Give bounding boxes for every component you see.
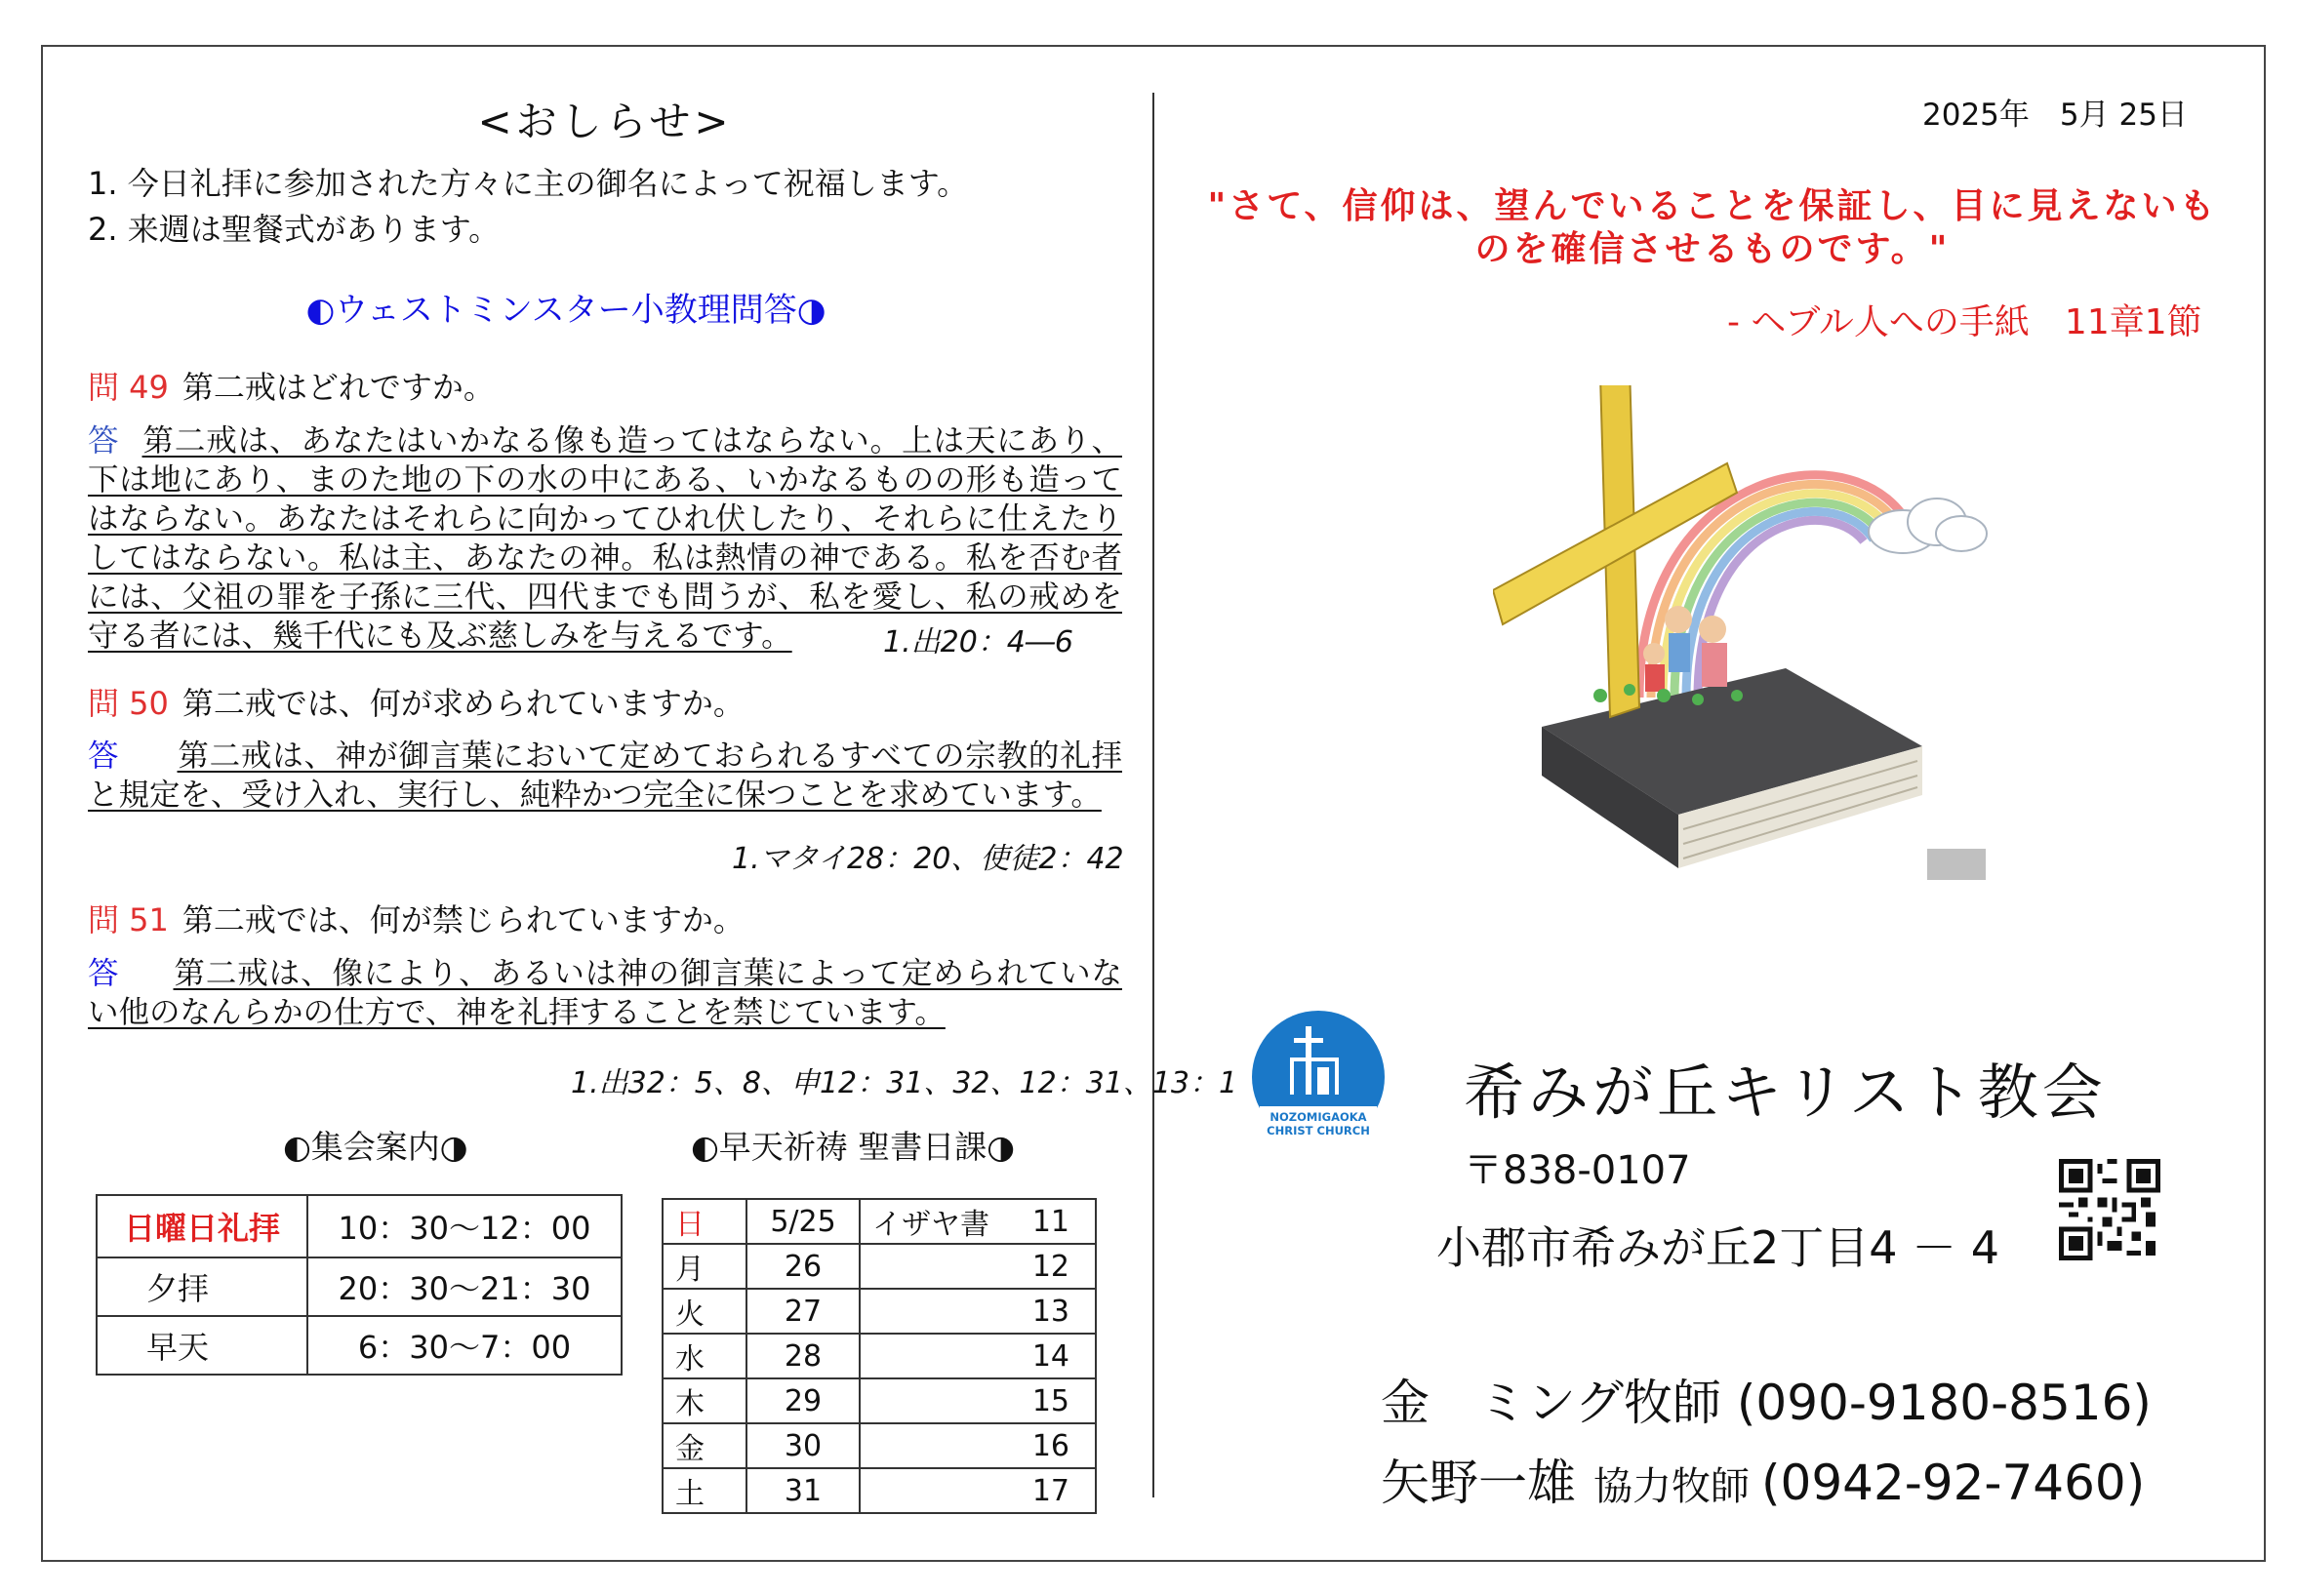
bible-reading-day: 土 <box>663 1468 746 1513</box>
answer-text: 第二戒は、像により、あるいは神の御言葉によって定められていない他のなんらかの仕方で、神を礼拝することを禁じています。 <box>88 956 1122 1030</box>
table-row <box>97 1316 622 1375</box>
bible-reading-title: ◐早天祈祷 聖書日課◑ <box>691 1128 1016 1166</box>
church-address: 小郡市希みが丘2丁目4 － 4 <box>1436 1221 2000 1274</box>
cover-verse: "さて、信仰は、望んでいることを保証し、目に見えないものを確信させるものです。" <box>1207 186 2218 269</box>
table-row <box>663 1334 1096 1378</box>
table-row <box>97 1257 622 1316</box>
table-row <box>663 1289 1096 1334</box>
answer-51 <box>88 954 1122 1032</box>
meetings-table <box>96 1194 623 1376</box>
question-number: 問 49 <box>88 369 169 406</box>
table-row <box>663 1199 1096 1244</box>
pastor-2-role: 協力牧師 <box>1593 1464 1750 1509</box>
bible-reading-chapter: 13 <box>1019 1289 1096 1334</box>
bible-reading-chapter: 14 <box>1019 1334 1096 1378</box>
bible-reading-chapter: 16 <box>1019 1423 1096 1468</box>
answer-mark: 答 <box>88 738 119 774</box>
pastor-2-name: 矢野一雄 <box>1381 1455 1576 1511</box>
bible-reading-date: 30 <box>746 1423 860 1468</box>
bible-reading-date: 29 <box>746 1378 860 1423</box>
bible-reading-date: 27 <box>746 1289 860 1334</box>
fold-divider <box>1152 93 1154 1497</box>
logo-text-line-1: NOZOMIGAOKA <box>1269 1110 1367 1124</box>
notice-item-2: 2. 来週は聖餐式があります。 <box>88 211 501 248</box>
question-text: 第二戒では、何が禁じられていますか。 <box>181 901 745 938</box>
answer-49-reference: 1.出20：4―6 <box>883 625 1073 659</box>
table-row <box>663 1378 1096 1423</box>
pastor-2 <box>1381 1444 2145 1514</box>
bible-reading-date: 26 <box>746 1244 860 1289</box>
bible-reading-book: イザヤ書 <box>860 1199 1019 1244</box>
question-51 <box>88 896 745 940</box>
table-row <box>663 1468 1096 1513</box>
bible-reading-day: 水 <box>663 1334 746 1378</box>
answer-50 <box>88 737 1122 815</box>
cross-bible-illustration <box>1493 385 2020 902</box>
cover-verse-reference: - ヘブル人への手紙 11章1節 <box>1727 302 2202 342</box>
bible-reading-date: 5/25 <box>746 1199 860 1244</box>
bible-reading-day: 木 <box>663 1378 746 1423</box>
logo-text-line-2: CHRIST CHURCH <box>1267 1124 1370 1137</box>
bible-reading-chapter: 12 <box>1019 1244 1096 1289</box>
bible-reading-table <box>662 1198 1097 1514</box>
bible-reading-day: 日 <box>663 1199 746 1244</box>
meeting-time: 20：30～21：30 <box>307 1257 622 1316</box>
bible-reading-book <box>860 1334 1019 1378</box>
answer-50-reference: 1.マタイ28：20、使徒2：42 <box>732 842 1124 876</box>
catechism-title: ◐ウェストミンスター小教理問答◑ <box>305 291 826 330</box>
bible-reading-book <box>860 1423 1019 1468</box>
bible-reading-chapter: 11 <box>1019 1199 1096 1244</box>
meeting-name: 夕拝 <box>97 1257 307 1316</box>
answer-text: 第二戒は、あなたはいかなる像も造ってはならない。上は天にあり、下は地にあり、まのた地の下の水の中にある、いかなるものの形も造ってはならない。あなたはそれらに向かってひれ伏したり、それらに仕えたりしてはならない。私は主、あなたの神。私は熱情の神である。私を否む者には、父祖の罪を子孫に三代、四代までも問うが、私を愛し、私の戒めを守る者には、幾千代にも及ぶ慈しみを与えるです。 <box>88 423 1122 654</box>
notice-item-1: 1. 今日礼拝に参加された方々に主の御名によって祝福します。 <box>88 165 969 202</box>
bulletin-date: 2025年 5月 25日 <box>1922 98 2188 133</box>
bible-reading-date: 31 <box>746 1468 860 1513</box>
church-name: 希みが丘キリスト教会 <box>1464 1057 2107 1128</box>
question-49 <box>88 363 495 408</box>
question-text: 第二戒はどれですか。 <box>181 369 495 406</box>
answer-mark: 答 <box>88 956 119 991</box>
bible-reading-day: 金 <box>663 1423 746 1468</box>
qr-code[interactable] <box>2059 1159 2160 1260</box>
table-row <box>663 1244 1096 1289</box>
meeting-time: 6：30～7：00 <box>307 1316 622 1375</box>
pastor-2-phone: (0942-92-7460) <box>1761 1455 2146 1511</box>
bible-reading-book <box>860 1468 1019 1513</box>
logo-text <box>1265 1110 1372 1137</box>
answer-51-reference: 1.出32：5、8、申12：31、32、12：31、13：1 <box>571 1066 1238 1100</box>
question-text: 第二戒では、何が求められていますか。 <box>181 685 745 722</box>
table-row <box>97 1195 622 1257</box>
meeting-name: 日曜日礼拝 <box>97 1195 307 1257</box>
bible-reading-book <box>860 1378 1019 1423</box>
answer-text: 第二戒は、神が御言葉において定めておられるすべての宗教的礼拝と規定を、受け入れ、実行し、純粋かつ完全に保つことを求めています。 <box>88 738 1122 813</box>
question-50 <box>88 679 745 724</box>
meeting-time: 10：30～12：00 <box>307 1195 622 1257</box>
bible-reading-book <box>860 1289 1019 1334</box>
bible-reading-chapter: 17 <box>1019 1468 1096 1513</box>
answer-mark: 答 <box>88 423 119 459</box>
postal-code: 〒838-0107 <box>1464 1148 1691 1193</box>
question-number: 問 50 <box>88 685 169 722</box>
meetings-title: ◐集会案内◑ <box>283 1128 468 1166</box>
bible-reading-day: 火 <box>663 1289 746 1334</box>
table-row <box>663 1423 1096 1468</box>
bible-reading-date: 28 <box>746 1334 860 1378</box>
question-number: 問 51 <box>88 901 169 938</box>
pastor-1: 金 ミング牧師 (090-9180-8516) <box>1381 1375 2152 1431</box>
bible-reading-book <box>860 1244 1019 1289</box>
meeting-name: 早天 <box>97 1316 307 1375</box>
notices-title: <おしらせ> <box>477 98 733 145</box>
bible-reading-chapter: 15 <box>1019 1378 1096 1423</box>
bible-reading-day: 月 <box>663 1244 746 1289</box>
